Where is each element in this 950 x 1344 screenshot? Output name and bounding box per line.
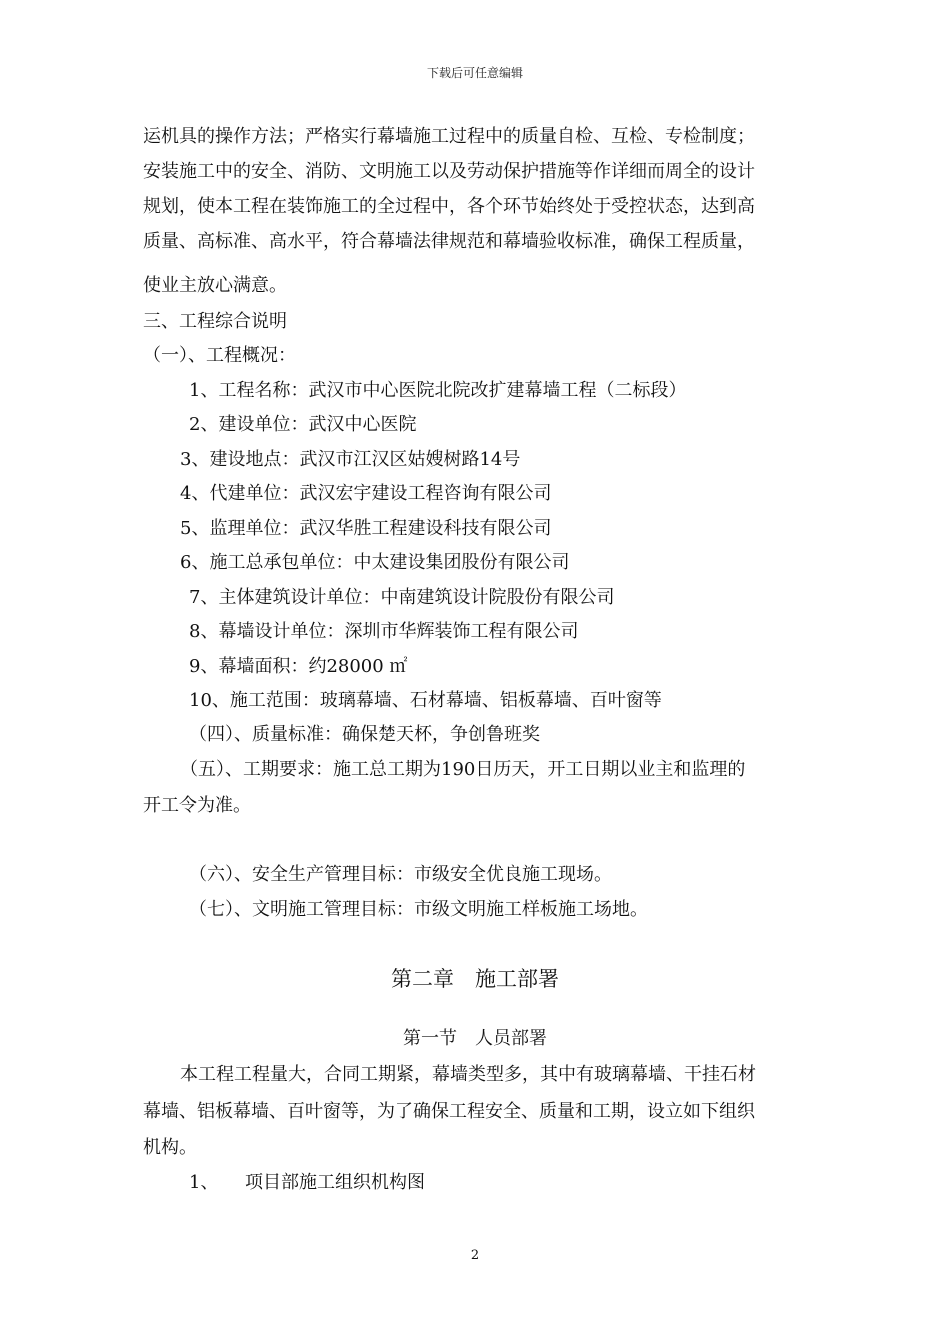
paragraph-line: 质量、高标准、高水平，符合幕墙法律规范和幕墙验收标准，确保工程质量， — [143, 231, 755, 252]
section-title: 第一节 人员部署 — [403, 1028, 547, 1049]
overview-item: 8、幕墙设计单位：深圳市华辉装饰工程有限公司 — [189, 621, 579, 642]
overview-item: 7、主体建筑设计单位：中南建筑设计院股份有限公司 — [189, 587, 615, 608]
overview-item: 9、幕墙面积：约28000 ㎡ — [189, 656, 408, 677]
overview-item: 2、建设单位：武汉中心医院 — [189, 414, 417, 435]
schedule-requirement: （五）、工期要求：施工总工期为190日历天，开工日期以业主和监理的 — [180, 759, 746, 780]
paragraph-line: 运机具的操作方法；严格实行幕墙施工过程中的质量自检、互检、专检制度； — [143, 126, 755, 147]
list-item-text: 项目部施工组织机构图 — [245, 1172, 425, 1193]
list-item-number: 1、 — [189, 1172, 219, 1193]
chapter-title: 第二章 施工部署 — [391, 967, 559, 991]
safety-goal: （六）、安全生产管理目标：市级安全优良施工现场。 — [189, 864, 612, 885]
schedule-requirement-cont: 开工令为准。 — [143, 795, 251, 816]
paragraph-line: 规划，使本工程在装饰施工的全过程中，各个环节始终处于受控状态，达到高 — [143, 196, 755, 217]
page-header: 下载后可任意编辑 — [426, 66, 523, 80]
overview-item: 3、建设地点：武汉市江汉区姑嫂树路14号 — [180, 449, 521, 470]
overview-item: 5、监理单位：武汉华胜工程建设科技有限公司 — [180, 518, 552, 539]
overview-item: 6、施工总承包单位：中太建设集团股份有限公司 — [180, 552, 570, 573]
overview-item: 4、代建单位：武汉宏宇建设工程咨询有限公司 — [180, 483, 552, 504]
overview-item: 1、工程名称：武汉市中心医院北院改扩建幕墙工程（二标段） — [189, 380, 687, 401]
section-heading: 三、工程综合说明 — [143, 311, 287, 332]
overview-item: 10、施工范围：玻璃幕墙、石材幕墙、铝板幕墙、百叶窗等 — [189, 690, 662, 711]
subsection-heading: （一）、工程概况： — [143, 345, 296, 366]
paragraph-line: 机构。 — [143, 1137, 197, 1158]
paragraph-line: 使业主放心满意。 — [143, 275, 287, 296]
paragraph-line: 幕墙、铝板幕墙、百叶窗等，为了确保工程安全、质量和工期，设立如下组织 — [143, 1101, 755, 1122]
paragraph-line: 安装施工中的安全、消防、文明施工以及劳动保护措施等作详细而周全的设计 — [143, 161, 755, 182]
quality-standard: （四）、质量标准：确保楚天杯，争创鲁班奖 — [189, 724, 540, 745]
page-number: 2 — [470, 1248, 480, 1263]
paragraph-line: 本工程工程量大，合同工期紧，幕墙类型多，其中有玻璃幕墙、干挂石材 — [180, 1064, 756, 1085]
civil-construction-goal: （七）、文明施工管理目标：市级文明施工样板施工场地。 — [189, 899, 648, 920]
